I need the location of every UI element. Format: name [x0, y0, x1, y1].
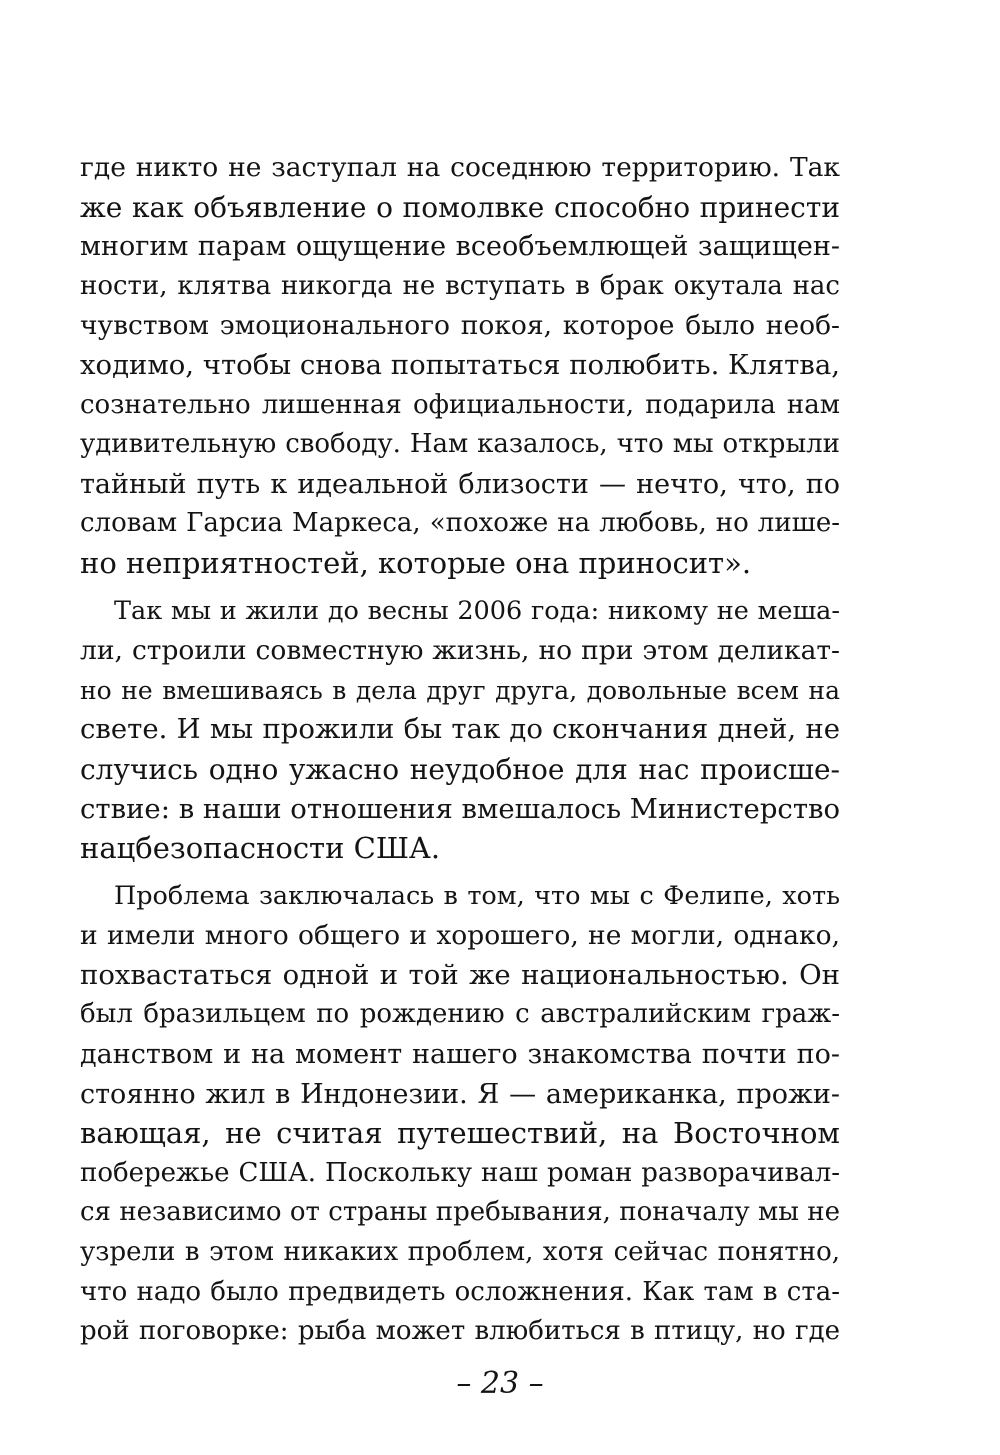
text-line: рой поговорке: рыба может влюбиться в птицу, но где: [80, 1316, 840, 1347]
text-line: Проблема заключалась в том, что мы с Фелипе, хоть: [114, 880, 840, 911]
text-line: свете. И мы прожили бы так до скончания дней, не: [80, 713, 840, 746]
text-line: похвастаться одной и той же национальностью. Он: [80, 958, 840, 991]
paragraph: [80, 877, 840, 1352]
paragraph-gap: [80, 869, 840, 877]
text-line: нацбезопасности США.: [80, 831, 441, 866]
body-text: [80, 148, 840, 1352]
text-line: же как объявление о помолвке способно принести: [80, 190, 840, 224]
text-line: вающая, не считая путешествий, на Восточном: [80, 1116, 840, 1151]
text-line: ности, клятва никогда не вступать в брак окутала нас: [80, 270, 840, 301]
paragraph: [80, 148, 840, 584]
text-line: тайный путь к идеальной близости — нечто, что, по: [80, 468, 840, 500]
text-line: но неприятностей, которые она приносит».: [80, 545, 752, 580]
text-line: ли, строили совместную жизнь, но при этом деликат-: [80, 635, 840, 667]
text-line: сознательно лишенная официальности, подарила нам: [80, 389, 840, 420]
text-line: узрели в этом никаких проблем, хотя сейчас понятно,: [80, 1237, 840, 1268]
text-line: где никто не заступал на соседнюю территорию. Так: [80, 152, 840, 183]
text-line: был бразильцем по рождению с австралийским граж-: [80, 999, 840, 1030]
text-line: многим парам ощущение всеобъемлющей защищен-: [80, 231, 840, 263]
page-number: – 23 –: [456, 1366, 544, 1401]
text-line: словам Гарсиа Маркеса, «похоже на любовь, но лише-: [80, 508, 840, 539]
text-line: ходимо, чтобы снова попытаться полюбить. Клятва,: [80, 348, 840, 381]
paragraph: [80, 592, 840, 869]
text-line: и имели много общего и хорошего, не могли, однако,: [80, 920, 840, 952]
text-line: побережье США. Поскольку наш роман разворачивал-: [80, 1157, 840, 1188]
text-line: Так мы и жили до весны 2006 года: никому не меша-: [114, 595, 840, 626]
text-line: ся независимо от страны пребывания, поначалу мы не: [80, 1197, 840, 1228]
text-line: стоянно жил в Индонезии. Я — американка, прожи-: [80, 1078, 840, 1110]
text-line: но не вмешиваясь в дела друг друга, довольные всем на: [80, 675, 840, 705]
text-line: чувством эмоционального покоя, которое было необ-: [80, 310, 840, 342]
text-line: удивительную свободу. Нам казалось, что мы открыли: [80, 429, 840, 460]
text-line: что надо было предвидеть осложнения. Как там в ста-: [80, 1276, 840, 1307]
text-line: ствие: в наши отношения вмешалось Министерство: [80, 792, 841, 825]
paragraph-gap: [80, 584, 840, 592]
text-line: данством и на момент нашего знакомства почти по-: [80, 1039, 840, 1071]
text-line: случись одно ужасно неудобное для нас происше-: [80, 752, 840, 786]
